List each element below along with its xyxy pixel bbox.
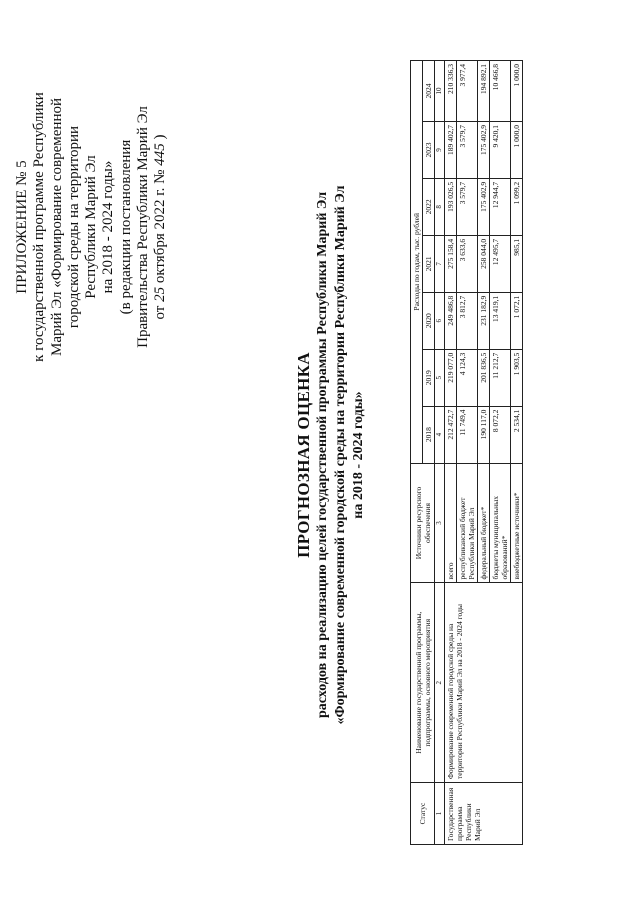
expenses-table	[410, 60, 523, 845]
table-cell: 9 420,1	[490, 121, 511, 178]
appendix-line: городской среды на территории	[65, 125, 82, 329]
date-number: 445	[152, 143, 169, 166]
header-year: 2020	[423, 292, 435, 349]
table-cell: 275 158,4	[445, 235, 457, 292]
table-cell: 3 579,7	[457, 178, 478, 235]
column-index: 9	[435, 121, 445, 178]
header-year: 2023	[423, 121, 435, 178]
table-cell: 11 749,4	[457, 406, 478, 463]
table-cell: 2 534,1	[511, 406, 523, 463]
table-cell: 3 633,6	[457, 235, 478, 292]
table-cell: 1 903,5	[511, 349, 523, 406]
column-index: 3	[435, 463, 445, 583]
appendix-line: на 2018 - 2024 годы»	[100, 160, 117, 294]
appendix-header	[14, 17, 170, 437]
date-month: октября 2022 г. №	[152, 169, 169, 284]
row-source: федеральный бюджет*	[478, 463, 490, 583]
appendix-date-line	[152, 17, 169, 437]
table-cell: 10 466,8	[490, 61, 511, 122]
table-cell: 193 026,5	[445, 178, 457, 235]
row-source: республиканский бюджет Республики Марий Эл	[457, 463, 478, 583]
table-cell: 194 892,1	[478, 61, 490, 122]
column-index: 1	[435, 783, 445, 845]
table-cell: 210 336,3	[445, 61, 457, 122]
column-index: 2	[435, 583, 445, 783]
table-cell: 985,1	[511, 235, 523, 292]
table-cell: 3 977,4	[457, 61, 478, 122]
row-source: бюджеты муниципальных образований*	[490, 463, 511, 583]
table-cell: 231 182,9	[478, 292, 490, 349]
table-cell: 3 812,7	[457, 292, 478, 349]
table-cell: 249 486,8	[445, 292, 457, 349]
table-cell: 4 124,3	[457, 349, 478, 406]
date-day: 25	[152, 286, 169, 302]
table-cell: 1 000,0	[511, 121, 523, 178]
table-cell: 189 402,7	[445, 121, 457, 178]
title-line-3: «Формирование современной городской среды на территории Республики Марий Эл	[333, 185, 348, 725]
table-cell: 1 072,1	[511, 292, 523, 349]
table-cell: 1 000,0	[511, 61, 523, 122]
table-cell: 219 077,0	[445, 349, 457, 406]
header-status: Статус	[411, 783, 435, 845]
header-source: Источники ресурсного обеспечения	[411, 463, 435, 583]
table-cell: 11 212,7	[490, 349, 511, 406]
table-cell: 212 472,7	[445, 406, 457, 463]
appendix-line: Республики Марий Эл	[83, 155, 100, 299]
header-year: 2021	[423, 235, 435, 292]
header-year: 2018	[423, 406, 435, 463]
column-index: 5	[435, 349, 445, 406]
table-cell: 201 836,5	[478, 349, 490, 406]
row-status: Государственная программа Республики Марий Эл	[445, 783, 523, 845]
table-cell: 12 495,7	[490, 235, 511, 292]
column-index: 6	[435, 292, 445, 349]
document-title	[294, 125, 368, 785]
column-index: 4	[435, 406, 445, 463]
table-cell: 190 117,0	[478, 406, 490, 463]
title-line-2: расходов на реализацию целей государственной программы Республики Марий Эл	[315, 191, 330, 719]
column-index: 10	[435, 61, 445, 122]
header-year: 2022	[423, 178, 435, 235]
row-source: всего	[445, 463, 457, 583]
header-expenses: Расходы по годам, тыс. рублей	[411, 61, 423, 464]
row-source: внебюджетные источники*	[511, 463, 523, 583]
title-line-4: на 2018 - 2024 годы»	[351, 391, 366, 519]
appendix-line: Марий Эл «Формирование современной	[48, 97, 65, 357]
column-index: 8	[435, 178, 445, 235]
header-year: 2019	[423, 349, 435, 406]
table-row	[445, 61, 457, 845]
appendix-number: ПРИЛОЖЕНИЕ № 5	[14, 160, 30, 294]
header-year: 2024	[423, 61, 435, 122]
appendix-line: (в редакции постановления	[117, 139, 134, 315]
table-cell: 1 099,2	[511, 178, 523, 235]
column-index: 7	[435, 235, 445, 292]
table-cell: 258 044,0	[478, 235, 490, 292]
table-cell: 8 072,2	[490, 406, 511, 463]
table-cell: 13 419,1	[490, 292, 511, 349]
title-line-1: ПРОГНОЗНАЯ ОЦЕНКА	[294, 352, 313, 558]
header-name: Наименование государственной программы, подпрограммы, основного мероприятия	[411, 583, 435, 783]
table-cell: 3 579,7	[457, 121, 478, 178]
table-cell: 12 944,7	[490, 178, 511, 235]
table-cell: 175 402,9	[478, 178, 490, 235]
appendix-line: к государственной программе Республики	[31, 92, 48, 362]
table-cell: 175 402,9	[478, 121, 490, 178]
date-suffix: )	[152, 134, 169, 140]
row-program-name: Формирование современной городской среды на территории Республики Марий Эл на 2018 - 2024 годы	[445, 583, 523, 783]
appendix-line: Правительства Республики Марий Эл	[135, 106, 152, 348]
date-prefix: от	[152, 305, 169, 320]
